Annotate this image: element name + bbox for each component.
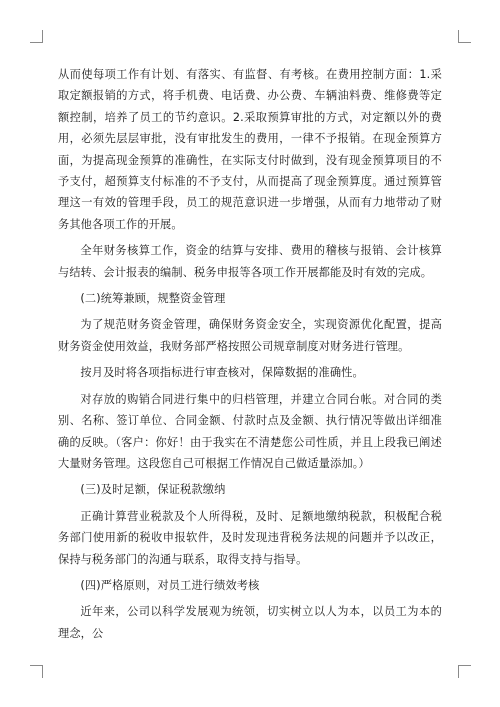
paragraph-budget-control: 从而使每项工作有计划、有落实、有监督、有考核。在费用控制方面：1.采取定额报销的方式，将手机费、电话费、办公费、车辆油料费、维修费等定额控制，培养了员工的节约意识。2.采取预算审批的方式，对定额以外的费用，必须先层层审批，没有审批发生的费用，一律不予报销。在现金预算方面，为提高现金预算的准确性，在实际支付时做到，没有现金预算项目的不予支付，超预算支付标准的不予支付，从而提高了现金预算度。通过预算管理这一有效的管理手段，员工的规范意识进一步增强，从而有力地带动了财务其他各项工作的开展。 (58, 68, 442, 231)
paragraph-contract-archive: 对存放的购销合同进行集中的归档管理，并建立合同台帐。对合同的类别、名称、签订单位、合同金额、付款时点及金额、执行情况等做出详细准确的反映。（客户：你好！由于我实在不清楚您公司性质，并且上段我已阐述大量财务管理。这段您自己可根据工作情况自己做适量添加。） (58, 392, 442, 470)
crop-mark-bottom-right (458, 665, 471, 678)
section-heading-fund-management: (二)统筹兼顾，规整资金管理 (80, 292, 226, 306)
document-body (58, 64, 442, 649)
paragraph-accounting-work: 全年财务核算工作，资金的结算与安排、费用的稽核与报销、会计核算与结转、会计报表的编制、税务申报等各项工作开展都能及时有效的完成。 (58, 244, 442, 279)
section-heading-tax-payment: (三)及时足额，保证税款缴纳 (80, 483, 226, 497)
crop-mark-bottom-left (30, 665, 43, 678)
section-heading-performance: (四)严格原则，对员工进行绩效考核 (80, 578, 260, 592)
paragraph-tax-payment: 正确计算营业税款及个人所得税，及时、足额地缴纳税款，积极配合税务部门使用新的税收申报软件，及时发现违背税务法规的问题并予以改正，保持与税务部门的沟通与联系，取得支持与指导。 (58, 509, 442, 566)
paragraph-monthly-review: 按月及时将各项指标进行审查核对，保障数据的准确性。 (80, 366, 364, 380)
crop-mark-top-left (30, 30, 43, 43)
crop-mark-top-right (458, 30, 471, 43)
paragraph-fund-management: 为了规范财务资金管理，确保财务资金安全，实现资源优化配置，提高财务资金使用效益，我财务部严格按照公司规章制度对财务进行管理。 (58, 318, 442, 353)
paragraph-performance: 近年来，公司以科学发展观为统领，切实树立以人为本，以员工为本的理念，公 (58, 605, 442, 640)
